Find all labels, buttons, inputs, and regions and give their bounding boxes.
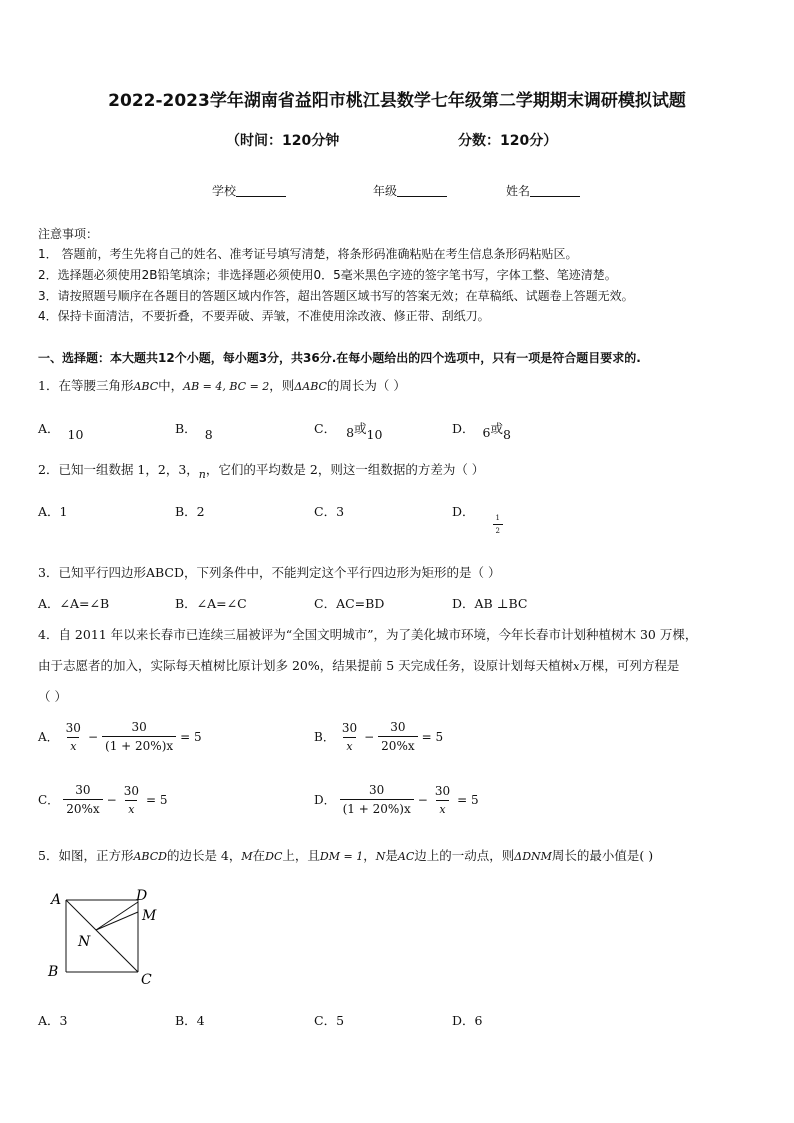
option-or: 或 [354,421,367,436]
school-label: 学校 [212,184,237,198]
grade-blank [397,184,447,197]
q1-option-d[interactable] [452,419,511,442]
q1-math-3: ΔABC [294,380,327,393]
option-value-2: 8 [503,427,511,442]
q5-text: ， [363,848,376,863]
fraction-denominator: (1 + 20%)x [102,736,176,753]
equals-five: = 5 [145,792,168,807]
q5-option-c[interactable]: C．5 [314,1013,345,1028]
option-label: D． [452,421,475,436]
fraction-numerator: 30 [341,720,358,735]
q5-math: M [241,850,253,863]
q1-option-b[interactable] [175,419,213,442]
question-4-line-3: （ ） [38,689,67,704]
q3-option-b[interactable]: B．∠A=∠C [175,596,247,611]
question-2 [38,460,485,481]
option-value-1: 8 [346,425,355,440]
grade-field [373,182,447,199]
fraction-denominator: 2 [493,524,503,535]
q2-text-1: 2．已知一组数据 1，2，3， [38,462,199,477]
equals-five: = 5 [180,729,202,744]
q5-text: 是 [385,848,398,863]
question-4-line-2 [38,656,679,674]
q4-text-2: 万棵，可列方程是 [579,658,680,673]
q1-option-c[interactable] [314,419,383,442]
fraction [378,720,417,753]
segment-nm [96,912,138,930]
q1-option-a[interactable] [38,419,84,442]
q1-text-2: 中， [158,378,184,393]
q5-option-b[interactable]: B．4 [175,1013,205,1028]
name-field [506,182,580,199]
segment-nd [96,902,138,930]
vertex-label-d: D [136,888,148,904]
option-label: A． [38,421,60,436]
time-label: （时间：120分钟 [226,133,340,149]
option-label: C． [314,421,337,436]
fraction-numerator: 1 [495,514,500,522]
q3-option-a[interactable]: A．∠A=∠B [38,596,110,611]
fraction-denominator: 20%x [378,736,417,753]
q5-math: N [375,850,386,863]
option-or: 或 [490,421,503,436]
q5-option-a[interactable]: A．3 [38,1013,68,1028]
option-label: A． [38,730,59,744]
name-blank [530,184,580,197]
equals-five: = 5 [457,792,479,807]
q5-math: ABCD [133,850,167,863]
minus-sign: − [87,729,99,744]
q5-text: 上，且 [282,848,320,863]
vertex-label-a: A [51,892,62,908]
notice-item-2: 2．选择题必须使用2B铅笔填涂；非选择题必须使用0．5毫米黑色字迹的签字笔书写，字体工整、笔迹清楚。 [38,268,617,282]
q5-math: DM = 1 [319,850,364,863]
q4-option-d[interactable] [314,783,479,816]
section-heading: 一、选择题：本大题共12个小题，每小题3分，共36分.在每小题给出的四个选项中，只有一项是符合题目要求的. [38,351,641,365]
q2-option-c[interactable]: C．3 [314,504,345,519]
q4-option-a[interactable] [38,720,202,753]
fraction-numerator: 30 [75,783,91,797]
fraction-numerator: 30 [123,783,139,798]
fraction-numerator: 30 [131,720,147,734]
name-label: 姓名 [506,184,531,198]
fraction-numerator: 30 [65,720,81,735]
point-label-n: N [78,934,91,950]
question-4-line-1: 4．自 2011 年以来长春市已连续三届被评为“全国文明城市”，为了美化城市环境，今年长春市计划种植树木 30 万棵， [38,627,698,642]
q3-option-c[interactable]: C．AC=BD [314,596,385,611]
q5-option-d[interactable]: D．6 [452,1013,483,1028]
vertex-label-b: B [48,964,59,980]
q5-text: 5．如图，正方形 [38,848,134,863]
fraction-denominator: 20%x [63,799,102,816]
option-fraction [493,514,503,535]
minus-sign: − [417,792,428,807]
q5-text: 在 [252,848,266,863]
notice-heading: 注意事项： [38,227,99,241]
exam-title: 2022-2023学年湖南省益阳市桃江县数学七年级第二学期期末调研模拟试题 [108,91,686,111]
fraction-numerator: 30 [434,783,451,798]
q2-option-b[interactable]: B．2 [175,504,205,519]
q4-math-x: x [573,660,580,673]
grade-label: 年级 [373,184,398,198]
point-label-m: M [142,908,157,924]
question-1 [38,376,406,394]
school-blank [236,184,286,197]
option-value-2: 10 [366,427,383,442]
q1-text-1: 1．在等腰三角形 [38,378,134,393]
fraction-denominator: (1 + 20%)x [340,799,414,816]
q2-option-d[interactable] [452,502,500,535]
q5-text: 边上的一动点，则 [414,848,515,863]
option-label: C． [38,793,60,807]
q4-option-c[interactable] [38,783,168,816]
notice-item-3: 3．请按照题号顺序在各题目的答题区域内作答，超出答题区域书写的答案无效；在草稿纸、试题卷上答题无效。 [38,289,634,303]
option-value: 8 [204,427,213,442]
minus-sign: − [364,729,375,744]
school-field [212,182,286,199]
vertex-label-c: C [141,972,152,988]
minus-sign: − [106,792,117,807]
fraction [339,721,360,753]
equals-five: = 5 [421,729,444,744]
fraction [340,783,414,816]
fraction [121,784,142,816]
q5-math: ΔDNM [514,850,552,863]
fraction [102,720,176,753]
question-3: 3．已知平行四边形ABCD，下列条件中，不能判定这个平行四边形为矩形的是（ ） [38,565,501,580]
q2-text-2: ，它们的平均数是 2，则这一组数据的方差为（ ） [205,462,485,477]
option-value-1: 6 [482,425,491,440]
fraction-denominator: x [343,737,355,753]
q1-text-3: ，则 [269,378,295,393]
option-value: 10 [67,427,84,442]
diagonal-ac [66,900,138,972]
q1-math-2: AB = 4, BC = 2 [183,380,270,393]
question-5 [38,846,653,864]
q5-text: 周长的最小值是( ) [551,848,654,863]
square-figure [40,888,170,990]
fraction-numerator: 30 [369,783,385,797]
fraction-numerator: 30 [390,720,406,734]
q4-text-1: 由于志愿者的加入，实际每天植树比原计划多 20%，结果提前 5 天完成任务，设原计划每天植树 [38,658,574,673]
fraction-denominator: x [67,737,79,753]
fraction-denominator: x [436,800,448,816]
q3-option-d[interactable]: D．AB ⊥BC [452,596,528,611]
notice-item-4: 4．保持卡面清洁，不要折叠，不要弄破、弄皱，不准使用涂改液、修正带、刮纸刀。 [38,309,490,323]
fraction [432,784,453,816]
score-label: 分数：120分） [458,133,558,149]
option-label: B． [175,421,197,436]
fraction [63,783,102,816]
q1-math-1: ABC [133,380,159,393]
q1-text-4: 的周长为（ ） [326,378,406,393]
q2-math-1: n [198,468,206,481]
notice-item-1: 1． 答题前，考生先将自己的姓名、准考证号填写清楚，将条形码准确粘贴在考生信息条形码粘贴区。 [38,247,578,261]
option-label: D． [314,793,336,807]
fraction-denominator: x [125,800,137,816]
q5-math: AC [397,850,415,863]
q2-option-a[interactable]: A．1 [38,504,68,519]
fraction [63,721,84,753]
option-label: B． [314,730,335,744]
q5-text: 的边长是 4， [166,848,242,863]
option-label: D． [452,504,475,519]
q4-option-b[interactable] [314,720,443,753]
q5-math: DC [265,850,283,863]
